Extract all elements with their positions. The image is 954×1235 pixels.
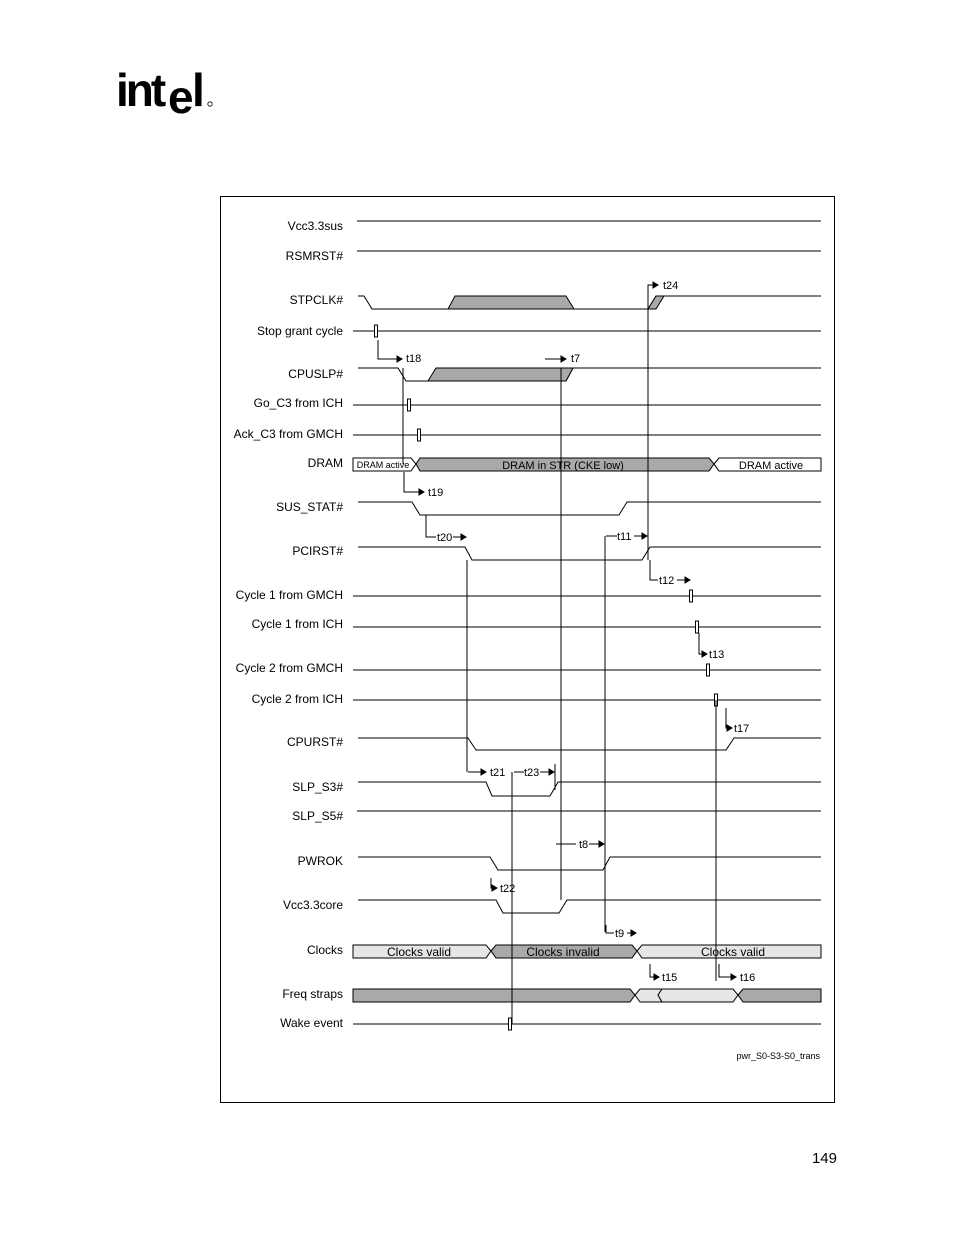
signal-label-pwrok: PWROK [297, 854, 343, 868]
signal-label-vcc33sus: Vcc3.3sus [287, 219, 343, 233]
signal-label-cyc2ich: Cycle 2 from ICH [251, 692, 343, 706]
timing-label-t9: t9 [615, 928, 625, 940]
bus-label-dram-str: DRAM in STR (CKE low) [502, 460, 624, 472]
signal-label-cyc1ich: Cycle 1 from ICH [251, 617, 343, 631]
timing-bracket-t12 [650, 560, 658, 580]
signal-label-pcirst: PCIRST# [292, 544, 343, 558]
intel-logo-icon [112, 62, 222, 122]
waveform-freqstraps-1 [353, 989, 635, 1002]
timing-label-t24: t24 [663, 280, 679, 292]
waveform-cpuslp-bus [428, 368, 573, 381]
waveform-vcc33core [358, 900, 821, 913]
timing-arrow-t21 [481, 769, 486, 775]
timing-arrow-t20-b [461, 534, 466, 540]
bus-label-dram-active-1: DRAM active [356, 460, 410, 470]
timing-label-t7: t7 [571, 353, 581, 365]
timing-label-t19: t19 [428, 487, 444, 499]
cycle-marker-3 [418, 429, 421, 441]
timing-arrow-t17 [727, 725, 732, 731]
timing-arrow-t9-b [631, 930, 636, 936]
signal-label-slps5: SLP_S5# [292, 809, 343, 823]
timing-bracket-t9 [606, 925, 614, 933]
timing-label-t17: t17 [734, 723, 750, 735]
waveform-freqstraps-4 [738, 989, 821, 1002]
page-number: 149 [811, 1150, 837, 1167]
cycle-marker-5 [696, 621, 699, 633]
bus-label-dram-active-2: DRAM active [738, 460, 804, 472]
signal-label-clocks: Clocks [306, 943, 343, 957]
waveform-pwrok [358, 857, 821, 870]
waveform-susstat [358, 502, 821, 515]
timing-bracket-t20 [426, 515, 436, 537]
timing-label-t20: t20 [437, 532, 453, 544]
waveform-cpurst [358, 738, 821, 750]
timing-bracket-t13 [699, 633, 707, 654]
timing-arrow-t23-b [549, 769, 554, 775]
signal-label-ackc3: Ack_C3 from GMCH [233, 427, 343, 441]
timing-arrow-t24 [653, 282, 658, 288]
svg-text:e: e [168, 71, 191, 122]
timing-arrow-t19 [419, 489, 424, 495]
bus-label-clocks-valid-1: Clocks valid [386, 945, 452, 959]
signal-label-stpclk: STPCLK# [289, 293, 343, 307]
timing-arrow-t7 [561, 356, 566, 362]
timing-arrow-t22 [492, 885, 497, 891]
signal-label-cpurst: CPURST# [286, 735, 343, 749]
timing-label-t16: t16 [740, 972, 756, 984]
signal-label-cyc1gmch: Cycle 1 from GMCH [235, 588, 343, 602]
signal-label-freqstraps: Freq straps [282, 987, 343, 1001]
timing-label-t15: t15 [662, 972, 678, 984]
signal-label-cpuslp: CPUSLP# [288, 367, 343, 381]
timing-diagram [220, 196, 835, 1103]
cycle-marker-1 [375, 325, 378, 337]
timing-label-t21: t21 [490, 767, 506, 779]
waveform-freqstraps-3 [658, 989, 738, 1002]
timing-label-t13: t13 [709, 649, 725, 661]
timing-label-t18: t18 [406, 353, 422, 365]
waveform-cpuslp [358, 368, 821, 381]
waveform-slps3 [358, 782, 821, 796]
bus-label-clocks-invalid: Clocks invalid [526, 945, 600, 959]
timing-label-t22: t22 [500, 883, 516, 895]
cycle-marker-6 [707, 664, 710, 676]
signal-label-wake: Wake event [280, 1016, 343, 1030]
signal-label-goc3: Go_C3 from ICH [253, 396, 343, 410]
timing-arrow-t15 [654, 974, 659, 980]
timing-label-t11: t11 [617, 531, 632, 543]
timing-arrow-t16 [731, 974, 736, 980]
timing-arrow-t12-b [685, 577, 690, 583]
timing-arrow-t18 [397, 356, 402, 362]
svg-text:l: l [192, 64, 205, 116]
cycle-marker-8 [509, 1018, 512, 1030]
signal-label-susstat: SUS_STAT# [276, 500, 343, 514]
signal-label-vcc33core: Vcc3.3core [282, 898, 343, 912]
timing-bracket-t19 [404, 472, 424, 492]
timing-label-t23: t23 [524, 767, 540, 779]
timing-bracket-t18 [378, 340, 402, 359]
waveform-stpclk [358, 296, 821, 309]
timing-arrow-t13 [702, 651, 707, 657]
signal-label-stopgrant: Stop grant cycle [256, 324, 343, 338]
cycle-marker-2 [408, 399, 411, 411]
cycle-marker-4 [690, 590, 693, 602]
bus-label-clocks-valid-2: Clocks valid [700, 945, 766, 959]
svg-text:int: int [116, 64, 164, 116]
signal-label-slps3: SLP_S3# [292, 780, 343, 794]
signal-label-rsmrst: RSMRST# [285, 249, 343, 263]
timing-label-t8: t8 [579, 839, 589, 851]
waveform-stpclk-edge [648, 296, 664, 309]
signal-label-cyc2gmch: Cycle 2 from GMCH [235, 661, 343, 675]
timing-arrow-t8-b [599, 841, 604, 847]
waveform-pcirst [358, 547, 821, 560]
signal-label-dram: DRAM [307, 456, 343, 470]
waveform-stpclk-bus [448, 296, 574, 309]
figure-filename: pwr_S0-S3-S0_trans [736, 1051, 820, 1061]
timing-label-t12: t12 [659, 575, 675, 587]
timing-arrow-t11-b [642, 533, 647, 539]
